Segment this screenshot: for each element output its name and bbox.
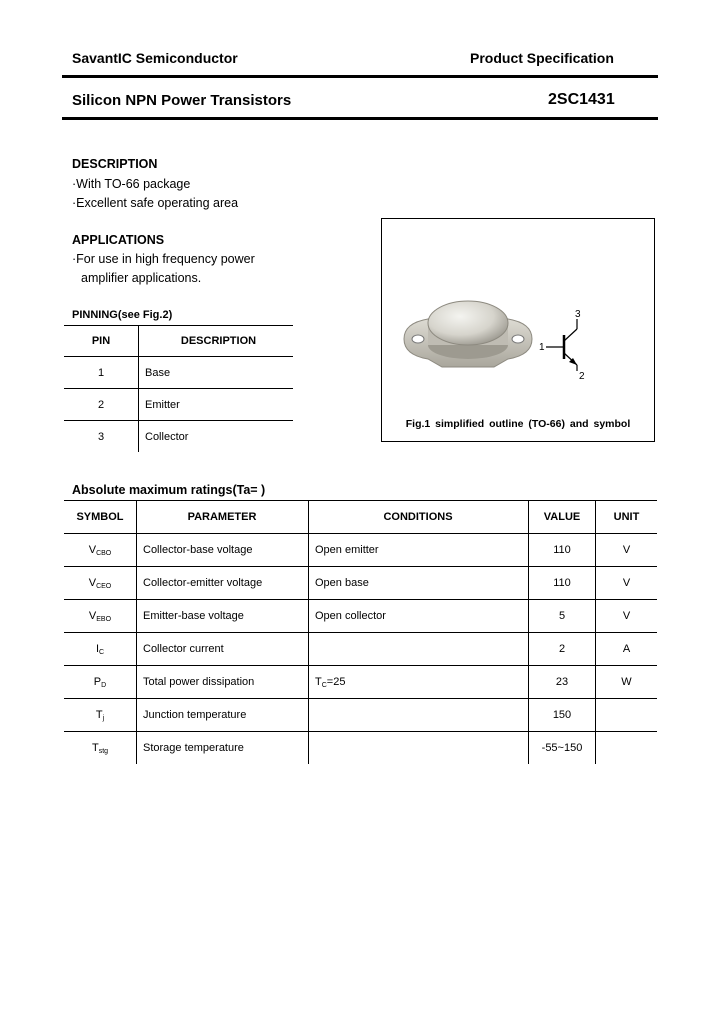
- applications-heading: APPLICATIONS: [72, 233, 165, 247]
- value-cell: 150: [529, 699, 596, 732]
- symbol-main: T: [95, 708, 103, 721]
- conditions-cell: [309, 666, 529, 699]
- table-row: [64, 600, 657, 633]
- parameter-cell: Collector-base voltage: [137, 534, 309, 567]
- conditions-cell: Open base: [309, 567, 529, 600]
- col-unit: UNIT: [596, 501, 658, 534]
- col-parameter: PARAMETER: [137, 501, 309, 534]
- ratings-table: [64, 500, 657, 764]
- pin-number: 3: [64, 421, 139, 453]
- parameter-cell: Collector current: [137, 633, 309, 666]
- symbol-main: I: [95, 642, 99, 655]
- symbol-subscript: j: [102, 714, 105, 722]
- pin-description: Collector: [145, 430, 189, 443]
- value-cell: 2: [529, 633, 596, 666]
- symbol-cell: [64, 567, 137, 600]
- conditions-cell: [309, 732, 529, 765]
- col-pin: PIN: [64, 326, 139, 357]
- description-heading: DESCRIPTION: [72, 157, 158, 171]
- symbol-pin-1: 1: [539, 342, 545, 353]
- value-cell: 110: [529, 567, 596, 600]
- symbol-subscript: D: [101, 681, 107, 689]
- unit-cell: V: [596, 534, 658, 567]
- ratings-heading: Absolute maximum ratings(Ta= ): [72, 483, 266, 497]
- description-item: ·Excellent safe operating area: [72, 196, 239, 210]
- value-cell: -55~150: [529, 732, 596, 765]
- parameter-cell: Collector-emitter voltage: [137, 567, 309, 600]
- unit-cell: W: [596, 666, 658, 699]
- table-row: [64, 421, 293, 453]
- ratings-header-row: [64, 501, 657, 534]
- applications-line: amplifier applications.: [81, 271, 202, 285]
- col-conditions: CONDITIONS: [309, 501, 529, 534]
- symbol-subscript: CEO: [96, 582, 112, 590]
- unit-cell: V: [596, 567, 658, 600]
- parameter-cell: Emitter-base voltage: [137, 600, 309, 633]
- pin-number: 2: [64, 389, 139, 421]
- symbol-main: V: [88, 609, 97, 622]
- unit-cell: V: [596, 600, 658, 633]
- symbol-cell: [64, 534, 137, 567]
- pin-description: Base: [139, 357, 294, 389]
- header-rule-bottom: [62, 117, 658, 120]
- symbol-cell: [64, 732, 137, 765]
- col-value: VALUE: [529, 501, 596, 534]
- conditions-cell: Open emitter: [309, 534, 529, 567]
- table-row: [64, 732, 657, 765]
- conditions-cell: Open collector: [309, 600, 529, 633]
- pin-description: Emitter: [139, 389, 294, 421]
- unit-cell: A: [596, 633, 658, 666]
- symbol-subscript: EBO: [96, 615, 112, 623]
- symbol-cell: [64, 600, 137, 633]
- conditions-cell: [309, 699, 529, 732]
- symbol-subscript: C: [99, 648, 105, 656]
- symbol-cell: [64, 666, 137, 699]
- symbol-subscript: CBO: [96, 549, 112, 557]
- company-name: SavantIC Semiconductor: [72, 50, 238, 66]
- unit-cell: [596, 699, 658, 732]
- applications-line: ·For use in high frequency power: [72, 252, 255, 266]
- symbol-cell: [64, 699, 137, 732]
- symbol-cell: [64, 633, 137, 666]
- symbol-pin-3: 3: [575, 309, 581, 320]
- condition-subscript: C: [321, 681, 327, 689]
- conditions-cell: [309, 633, 529, 666]
- condition-main: T: [315, 675, 322, 688]
- value-cell: 110: [529, 534, 596, 567]
- table-row: [64, 357, 293, 389]
- symbol-subscript: stg: [98, 747, 109, 755]
- condition-rest: =25: [326, 675, 346, 688]
- symbol-main: P: [93, 675, 102, 688]
- part-number: 2SC1431: [548, 91, 615, 108]
- symbol-pin-2: 2: [579, 371, 585, 382]
- symbol-main: V: [88, 543, 97, 556]
- symbol-main: V: [88, 576, 97, 589]
- description-item: ·With TO-66 package: [72, 177, 191, 191]
- table-row: [64, 534, 657, 567]
- table-row: [64, 389, 293, 421]
- figure-caption: Fig.1 simplified outline (TO-66) and symbol: [405, 418, 631, 430]
- parameter-cell: Total power dissipation: [137, 666, 309, 699]
- table-row: [64, 699, 657, 732]
- col-description: DESCRIPTION: [139, 326, 294, 357]
- parameter-cell: Storage temperature: [137, 732, 309, 765]
- pinning-heading: PINNING(see Fig.2): [72, 309, 173, 321]
- table-row: [64, 567, 657, 600]
- value-cell: 5: [529, 600, 596, 633]
- unit-cell: [596, 732, 658, 765]
- figure-box: [381, 218, 655, 442]
- header-rule-top: [62, 75, 658, 78]
- col-symbol: SYMBOL: [64, 501, 137, 534]
- pinning-header-row: [64, 326, 293, 357]
- pinning-table: [64, 325, 293, 452]
- document-type: Product Specification: [470, 50, 614, 66]
- product-line: Silicon NPN Power Transistors: [72, 92, 292, 109]
- parameter-cell: Junction temperature: [137, 699, 309, 732]
- symbol-main: T: [91, 741, 99, 754]
- value-cell: 23: [529, 666, 596, 699]
- npn-transistor-symbol: [382, 219, 654, 409]
- table-row: [64, 633, 657, 666]
- pin-number: 1: [64, 357, 139, 389]
- table-row: [64, 666, 657, 699]
